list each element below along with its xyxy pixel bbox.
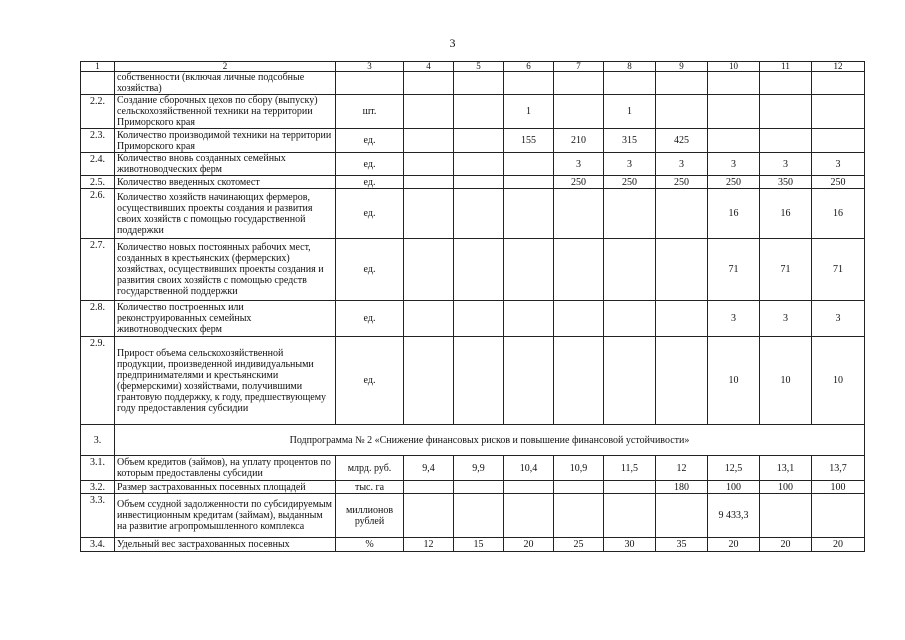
row-number: 3.1. (81, 456, 115, 481)
page-number: 3 (449, 36, 456, 50)
value-cell (504, 239, 554, 301)
value-cell (760, 72, 812, 95)
value-cell: 100 (812, 481, 865, 494)
value-cell (404, 494, 454, 538)
value-cell (404, 95, 454, 129)
unit (336, 72, 404, 95)
table-row (81, 456, 865, 481)
indicator-name: Удельный вес застрахованных посевных (115, 538, 336, 552)
value-cell (404, 176, 454, 189)
value-cell (656, 239, 708, 301)
table-row (81, 301, 865, 337)
value-cell (812, 494, 865, 538)
value-cell (454, 239, 504, 301)
value-cell (760, 494, 812, 538)
value-cell (708, 129, 760, 153)
value-cell (404, 239, 454, 301)
value-cell: 10,4 (504, 456, 554, 481)
value-cell: 71 (812, 239, 865, 301)
value-cell (656, 494, 708, 538)
value-cell (454, 337, 504, 425)
unit: млрд. руб. (336, 456, 404, 481)
indicator-name: Создание сборочных цехов по сбору (выпуску) сельскохозяйственной техники на территории Приморского края (115, 95, 336, 129)
row-number: 2.8. (81, 301, 115, 337)
column-number: 3 (336, 62, 404, 72)
unit: миллионов рублей (336, 494, 404, 538)
value-cell (656, 72, 708, 95)
value-cell: 250 (554, 176, 604, 189)
value-cell: 315 (604, 129, 656, 153)
value-cell (454, 481, 504, 494)
column-number: 11 (760, 62, 812, 72)
value-cell (554, 301, 604, 337)
value-cell (504, 153, 554, 176)
value-cell (554, 239, 604, 301)
value-cell: 3 (760, 153, 812, 176)
value-cell: 250 (708, 176, 760, 189)
indicator-name: Количество хозяйств начинающих фермеров, осуществивших проекты создания и развития своих хозяйств с помощью государственной поддержки (115, 189, 336, 239)
value-cell: 9,9 (454, 456, 504, 481)
row-number: 2.6. (81, 189, 115, 239)
value-cell (504, 176, 554, 189)
value-cell (812, 129, 865, 153)
table-row (81, 72, 865, 95)
table-row (81, 129, 865, 153)
column-number: 10 (708, 62, 760, 72)
value-cell (454, 72, 504, 95)
column-number: 1 (81, 62, 115, 72)
value-cell: 15 (454, 538, 504, 552)
value-cell (404, 481, 454, 494)
unit: ед. (336, 301, 404, 337)
value-cell (504, 72, 554, 95)
value-cell: 3 (554, 153, 604, 176)
value-cell: 9 433,3 (708, 494, 760, 538)
indicator-name: собственности (включая личные подсобные хозяйства) (115, 72, 336, 95)
value-cell: 350 (760, 176, 812, 189)
indicator-name: Количество вновь созданных семейных животноводческих ферм (115, 153, 336, 176)
column-number: 6 (504, 62, 554, 72)
header-row (81, 62, 865, 72)
value-cell: 10,9 (554, 456, 604, 481)
value-cell (656, 301, 708, 337)
value-cell: 16 (760, 189, 812, 239)
value-cell (604, 301, 656, 337)
indicator-name: Объем ссудной задолженности по субсидируемым инвестиционным кредитам (займам), выданным на развитие агропромышленного комплекса (115, 494, 336, 538)
column-number: 5 (454, 62, 504, 72)
value-cell: 3 (708, 301, 760, 337)
value-cell (604, 481, 656, 494)
table-row (81, 538, 865, 552)
value-cell: 16 (708, 189, 760, 239)
value-cell: 71 (760, 239, 812, 301)
value-cell (554, 189, 604, 239)
row-number: 2.7. (81, 239, 115, 301)
value-cell (554, 72, 604, 95)
column-number: 12 (812, 62, 865, 72)
value-cell (454, 494, 504, 538)
value-cell (554, 95, 604, 129)
value-cell: 12 (404, 538, 454, 552)
value-cell (760, 95, 812, 129)
value-cell (656, 337, 708, 425)
value-cell (760, 129, 812, 153)
row-number: 3.2. (81, 481, 115, 494)
value-cell (454, 176, 504, 189)
value-cell (454, 95, 504, 129)
unit: ед. (336, 337, 404, 425)
value-cell: 10 (708, 337, 760, 425)
value-cell: 425 (656, 129, 708, 153)
value-cell: 9,4 (404, 456, 454, 481)
table-row (81, 153, 865, 176)
value-cell (404, 72, 454, 95)
value-cell: 250 (604, 176, 656, 189)
value-cell: 3 (708, 153, 760, 176)
value-cell: 1 (504, 95, 554, 129)
value-cell (504, 337, 554, 425)
value-cell (504, 494, 554, 538)
unit: тыс. га (336, 481, 404, 494)
table-row (81, 494, 865, 538)
unit: ед. (336, 189, 404, 239)
value-cell: 210 (554, 129, 604, 153)
value-cell: 13,7 (812, 456, 865, 481)
value-cell (454, 301, 504, 337)
subprogram-row (81, 425, 865, 456)
table-row (81, 189, 865, 239)
value-cell: 20 (504, 538, 554, 552)
value-cell (504, 189, 554, 239)
value-cell: 155 (504, 129, 554, 153)
indicator-table (80, 61, 865, 552)
indicator-name: Количество построенных или реконструированных семейных животноводческих ферм (115, 301, 336, 337)
column-number: 9 (656, 62, 708, 72)
value-cell: 35 (656, 538, 708, 552)
value-cell (604, 337, 656, 425)
unit: ед. (336, 176, 404, 189)
row-number: 2.3. (81, 129, 115, 153)
table-row (81, 337, 865, 425)
value-cell: 180 (656, 481, 708, 494)
value-cell: 12,5 (708, 456, 760, 481)
value-cell (404, 189, 454, 239)
row-number: 3.4. (81, 538, 115, 552)
value-cell (604, 494, 656, 538)
value-cell: 3 (760, 301, 812, 337)
table-row (81, 176, 865, 189)
row-number: 3.3. (81, 494, 115, 538)
value-cell (554, 481, 604, 494)
value-cell (656, 189, 708, 239)
value-cell: 10 (812, 337, 865, 425)
value-cell (554, 494, 604, 538)
unit: ед. (336, 153, 404, 176)
value-cell (404, 337, 454, 425)
value-cell: 100 (760, 481, 812, 494)
value-cell: 20 (760, 538, 812, 552)
value-cell (504, 301, 554, 337)
column-number: 7 (554, 62, 604, 72)
value-cell: 71 (708, 239, 760, 301)
subprogram-title: Подпрограмма № 2 «Снижение финансовых рисков и повышение финансовой устойчивости» (115, 425, 865, 456)
value-cell: 16 (812, 189, 865, 239)
column-number: 2 (115, 62, 336, 72)
value-cell: 250 (812, 176, 865, 189)
value-cell: 250 (656, 176, 708, 189)
value-cell (708, 72, 760, 95)
value-cell (454, 153, 504, 176)
column-number: 4 (404, 62, 454, 72)
value-cell (554, 337, 604, 425)
value-cell: 20 (812, 538, 865, 552)
value-cell: 25 (554, 538, 604, 552)
table-row (81, 95, 865, 129)
value-cell (454, 129, 504, 153)
value-cell: 3 (604, 153, 656, 176)
row-number: 2.9. (81, 337, 115, 425)
value-cell (404, 301, 454, 337)
value-cell: 3 (812, 153, 865, 176)
unit: ед. (336, 239, 404, 301)
row-number: 2.5. (81, 176, 115, 189)
indicator-name: Объем кредитов (займов), на уплату процентов по которым предоставлены субсидии (115, 456, 336, 481)
column-number: 8 (604, 62, 656, 72)
unit: ед. (336, 129, 404, 153)
table-row (81, 481, 865, 494)
row-number: 3. (81, 425, 115, 456)
value-cell (812, 95, 865, 129)
value-cell (656, 95, 708, 129)
indicator-name: Количество введенных скотомест (115, 176, 336, 189)
table-row (81, 239, 865, 301)
value-cell (454, 189, 504, 239)
indicator-name: Количество новых постоянных рабочих мест, созданных в крестьянских (фермерских) хозяйствах, осуществивших проекты создания и развития своих хозяйств с помощью средств государственной поддержки (115, 239, 336, 301)
value-cell: 100 (708, 481, 760, 494)
value-cell: 20 (708, 538, 760, 552)
unit: шт. (336, 95, 404, 129)
value-cell (604, 239, 656, 301)
value-cell (604, 189, 656, 239)
value-cell: 11,5 (604, 456, 656, 481)
row-number (81, 72, 115, 95)
indicator-name: Прирост объема сельскохозяйственной продукции, произведенной индивидуальными предпринимателями и крестьянскими (фермерскими) хозяйствами, получившими грантовую поддержку, к году, предшествующему году предоставления субсидии (115, 337, 336, 425)
value-cell: 10 (760, 337, 812, 425)
value-cell (604, 72, 656, 95)
value-cell: 30 (604, 538, 656, 552)
value-cell (812, 72, 865, 95)
value-cell (504, 481, 554, 494)
value-cell (708, 95, 760, 129)
value-cell (404, 153, 454, 176)
value-cell: 1 (604, 95, 656, 129)
value-cell (404, 129, 454, 153)
indicator-name: Количество производимой техники на территории Приморского края (115, 129, 336, 153)
value-cell: 3 (812, 301, 865, 337)
value-cell: 12 (656, 456, 708, 481)
indicator-name: Размер застрахованных посевных площадей (115, 481, 336, 494)
row-number: 2.4. (81, 153, 115, 176)
row-number: 2.2. (81, 95, 115, 129)
unit: % (336, 538, 404, 552)
value-cell: 13,1 (760, 456, 812, 481)
value-cell: 3 (656, 153, 708, 176)
